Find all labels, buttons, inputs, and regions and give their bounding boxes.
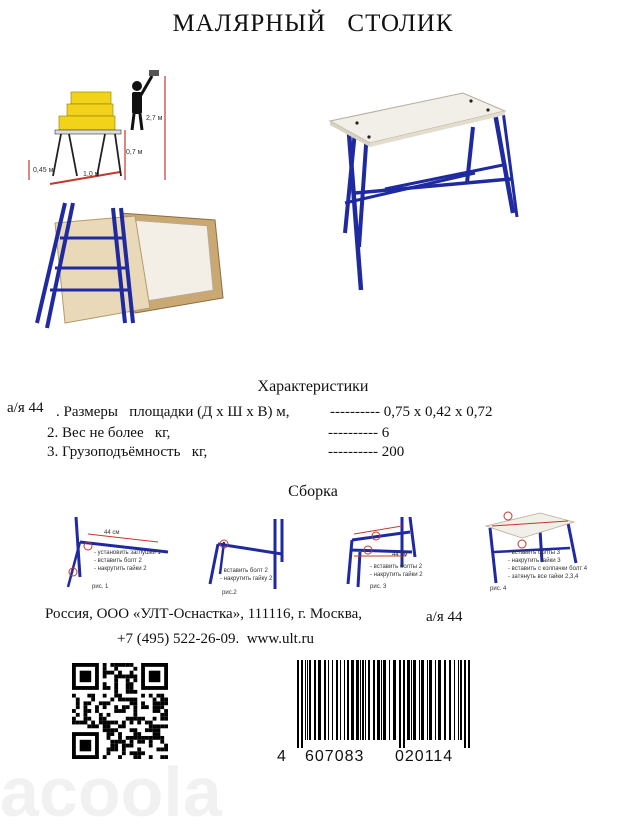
spec-label: Грузоподъёмность кг, xyxy=(62,444,208,460)
spec-num: 2. xyxy=(47,425,59,441)
usage-illustration xyxy=(25,68,180,193)
step4-note-1: - вставить болты 3 xyxy=(508,550,561,556)
table-illustration xyxy=(325,85,525,300)
assembly-step-2 xyxy=(200,514,310,599)
barcode-group-2: 020114 xyxy=(395,748,454,765)
barcode xyxy=(277,660,477,770)
spec-label: Размеры площадки (Д х Ш х В) м, xyxy=(63,404,290,420)
spec-row-2 xyxy=(47,425,170,442)
spec-value-1 xyxy=(330,404,492,421)
spec-num: . xyxy=(56,404,60,420)
page-title: МАЛЯРНЫЙ СТОЛИК xyxy=(172,10,454,37)
step1-note-1: - установить заглушки 1 xyxy=(94,550,161,556)
barcode-bars xyxy=(277,660,477,748)
spec-value-2 xyxy=(328,425,389,442)
spec-value: 0,75 х 0,42 х 0,72 xyxy=(383,404,493,420)
step3-note-2: - накрутить гайки 2 xyxy=(370,572,423,578)
step1-note-3: - накрутить гайки 2 xyxy=(94,566,147,572)
step2-note-1: - вставить болт 2 xyxy=(220,568,268,574)
packaging-illustration xyxy=(25,198,235,338)
dim-height-top: 2,7 м xyxy=(146,115,163,122)
barcode-group-1: 607083 xyxy=(305,748,365,765)
qr-code xyxy=(72,663,168,759)
assembly-heading: Сборка xyxy=(288,483,338,500)
assembly-step-3 xyxy=(340,512,455,597)
dim-length: 1,0 м xyxy=(83,171,100,178)
step1-fig: рис. 1 xyxy=(92,584,109,590)
spec-value-3 xyxy=(328,444,404,461)
step3-fig: рис. 3 xyxy=(370,584,387,590)
step1-dim: 44 см xyxy=(104,530,120,536)
company-phone-web: +7 (495) 522-26-09. www.ult.ru xyxy=(117,631,315,647)
dim-leg-height: 0,45 м xyxy=(33,167,54,174)
specs-heading: Характеристики xyxy=(257,378,369,395)
barcode-first-digit: 4 xyxy=(277,748,287,765)
spec-row-3 xyxy=(47,444,207,461)
spec-value: 6 xyxy=(381,425,390,441)
assembly-step-1 xyxy=(58,512,178,597)
spec-num: 3. xyxy=(47,444,59,460)
dim-height-table: 0,7 м xyxy=(126,149,143,156)
step4-note-2: - накрутить гайки 3 xyxy=(508,558,561,564)
spec-label: Вес не более кг, xyxy=(62,425,171,441)
step4-fig: рис. 4 xyxy=(490,586,507,592)
spec-value: 200 xyxy=(381,444,405,460)
company-box: а/я 44 xyxy=(426,609,463,625)
watermark: acoola xyxy=(0,753,222,831)
step2-note-2: - накрутить гайку 2 xyxy=(220,576,273,582)
step3-note-1: - вставить болты 2 xyxy=(370,564,423,570)
step1-note-2: - вставить болт 2 xyxy=(94,558,142,564)
company-address: Россия, ООО «УЛТ-Оснастка», 111116, г. Москва, xyxy=(45,606,363,622)
spec-dashes: ---------- xyxy=(330,404,380,420)
step4-note-3: - вставить с колпачки болт 4 xyxy=(508,566,588,572)
spec-row-1 xyxy=(56,404,289,421)
spec-dashes: ---------- xyxy=(328,444,378,460)
assembly-step-4 xyxy=(478,508,588,598)
spec-dashes: ---------- xyxy=(328,425,378,441)
box-label: а/я 44 xyxy=(7,400,44,416)
step3-dim: 44 см xyxy=(392,552,408,558)
step4-note-4: - затянуть все гайки 2,3,4 xyxy=(508,574,579,580)
step2-fig: рис.2 xyxy=(222,590,237,596)
